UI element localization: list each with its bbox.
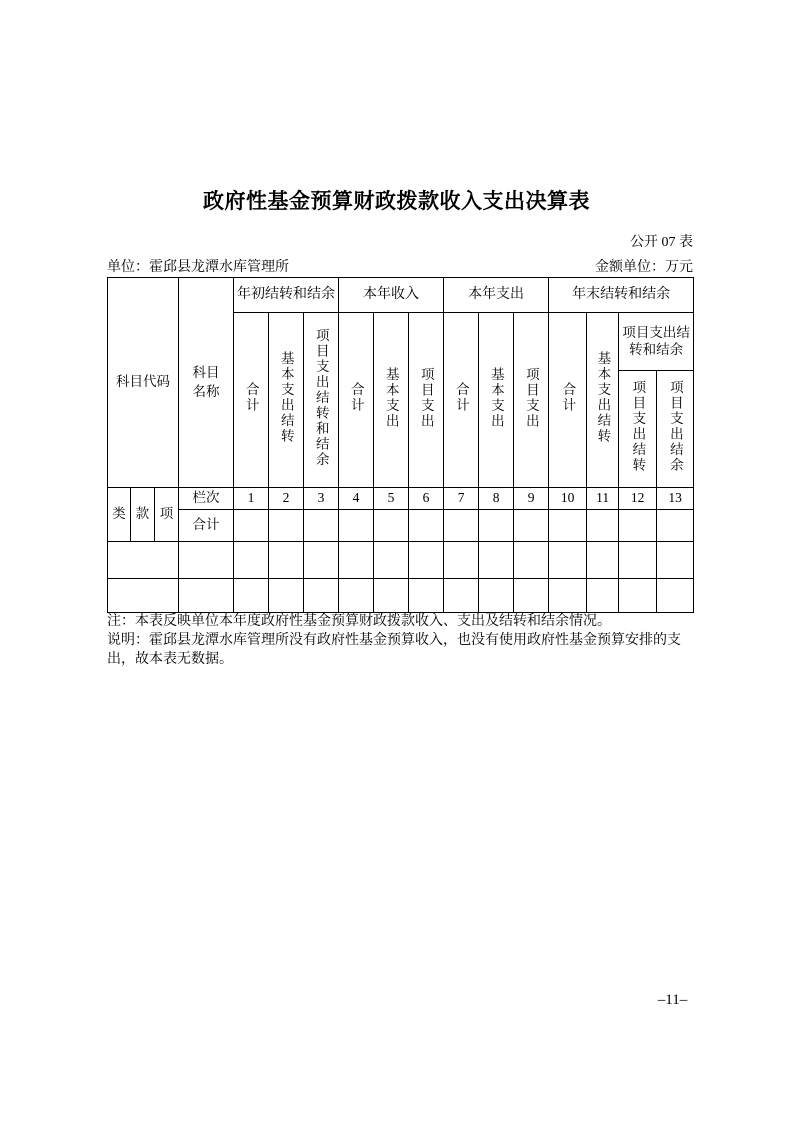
empty-cell — [657, 579, 694, 613]
empty-cell — [409, 542, 444, 579]
header-col-4: 合计 — [339, 313, 374, 488]
empty-cell — [619, 510, 657, 542]
header-col-6: 项目支出 — [409, 313, 444, 488]
blank-data-row — [108, 542, 694, 579]
empty-cell — [304, 579, 339, 613]
col-number-5: 5 — [374, 488, 409, 510]
budget-table — [107, 277, 694, 613]
header-col-8: 基本支出 — [479, 313, 514, 488]
empty-cell — [444, 542, 479, 579]
code-subcol-xiang: 项 — [155, 488, 179, 542]
empty-cell — [269, 510, 304, 542]
empty-cell — [269, 579, 304, 613]
page-number: –11– — [657, 992, 688, 1008]
empty-cell — [619, 579, 657, 613]
note-line: 注：本表反映单位本年度政府性基金预算财政拨款收入、支出及结转和结余情况。 — [107, 614, 611, 629]
subject-name-text: 科目名称 — [192, 365, 220, 399]
empty-cell — [549, 510, 587, 542]
col-number-2: 2 — [269, 488, 304, 510]
amount-unit-label: 金额单位：万元 — [595, 260, 693, 275]
empty-cell — [179, 579, 234, 613]
empty-cell — [479, 579, 514, 613]
header-col-12: 项目支出结转 — [619, 371, 657, 488]
empty-cell — [514, 542, 549, 579]
header-col-5: 基本支出 — [374, 313, 409, 488]
header-subject-code: 科目代码 — [108, 278, 179, 488]
empty-cell — [374, 542, 409, 579]
empty-cell — [587, 542, 619, 579]
col-number-9: 9 — [514, 488, 549, 510]
unit-label: 单位：霍邱县龙潭水库管理所 — [107, 260, 289, 275]
empty-cell — [339, 542, 374, 579]
empty-cell — [234, 510, 269, 542]
explanation-line: 说明：霍邱县龙潭水库管理所没有政府性基金预算收入，也没有使用政府性基金预算安排的支出，故本表无数据。 — [107, 633, 681, 667]
header-subgroup-project-balance: 项目支出结转和结余 — [619, 313, 694, 371]
col-number-3: 3 — [304, 488, 339, 510]
empty-cell — [304, 542, 339, 579]
code-subcol-kuan: 款 — [131, 488, 155, 542]
col-number-11: 11 — [587, 488, 619, 510]
header-group-row — [108, 278, 694, 313]
empty-cell — [444, 579, 479, 613]
empty-cell — [514, 510, 549, 542]
empty-cell — [409, 579, 444, 613]
column-index-row — [108, 488, 694, 510]
col-number-6: 6 — [409, 488, 444, 510]
empty-cell — [339, 510, 374, 542]
col-number-1: 1 — [234, 488, 269, 510]
empty-cell — [587, 510, 619, 542]
empty-cell — [657, 510, 694, 542]
header-group-year-expense: 本年支出 — [444, 278, 549, 313]
col-number-7: 7 — [444, 488, 479, 510]
header-col-3: 项目支出结转和结余 — [304, 313, 339, 488]
meta-row — [107, 256, 693, 276]
empty-cell — [587, 579, 619, 613]
form-code: 公开 07 表 — [630, 235, 693, 250]
header-col-7: 合计 — [444, 313, 479, 488]
col-number-8: 8 — [479, 488, 514, 510]
empty-cell — [304, 510, 339, 542]
empty-cell — [657, 542, 694, 579]
empty-cell — [444, 510, 479, 542]
header-group-end-balance: 年末结转和结余 — [549, 278, 694, 313]
table-notes — [107, 612, 693, 669]
empty-cell — [179, 542, 234, 579]
empty-cell — [374, 510, 409, 542]
col-number-10: 10 — [549, 488, 587, 510]
empty-cell — [374, 579, 409, 613]
empty-cell — [234, 542, 269, 579]
empty-cell — [409, 510, 444, 542]
empty-cell — [479, 510, 514, 542]
header-col-9: 项目支出 — [514, 313, 549, 488]
page-title: 政府性基金预算财政拨款收入支出决算表 — [203, 189, 590, 213]
empty-cell — [619, 542, 657, 579]
blank-data-row — [108, 579, 694, 613]
lanci-label: 栏次 — [179, 488, 234, 510]
empty-cell — [339, 579, 374, 613]
header-group-year-income: 本年收入 — [339, 278, 444, 313]
empty-cell — [549, 542, 587, 579]
empty-cell — [479, 542, 514, 579]
code-subcol-lei: 类 — [108, 488, 131, 542]
header-col-13: 项目支出结余 — [657, 371, 694, 488]
empty-cell — [549, 579, 587, 613]
header-group-begin-balance: 年初结转和结余 — [234, 278, 339, 313]
empty-cell — [108, 542, 179, 579]
header-col-2: 基本支出结转 — [269, 313, 304, 488]
header-subject-name — [179, 278, 234, 488]
empty-cell — [234, 579, 269, 613]
header-col-10: 合计 — [549, 313, 587, 488]
col-number-12: 12 — [619, 488, 657, 510]
total-row — [108, 510, 694, 542]
empty-cell — [514, 579, 549, 613]
empty-cell — [269, 542, 304, 579]
empty-cell — [108, 579, 179, 613]
col-number-13: 13 — [657, 488, 694, 510]
header-col-11: 基本支出结转 — [587, 313, 619, 488]
total-row-label: 合计 — [179, 510, 234, 542]
header-col-1: 合计 — [234, 313, 269, 488]
col-number-4: 4 — [339, 488, 374, 510]
